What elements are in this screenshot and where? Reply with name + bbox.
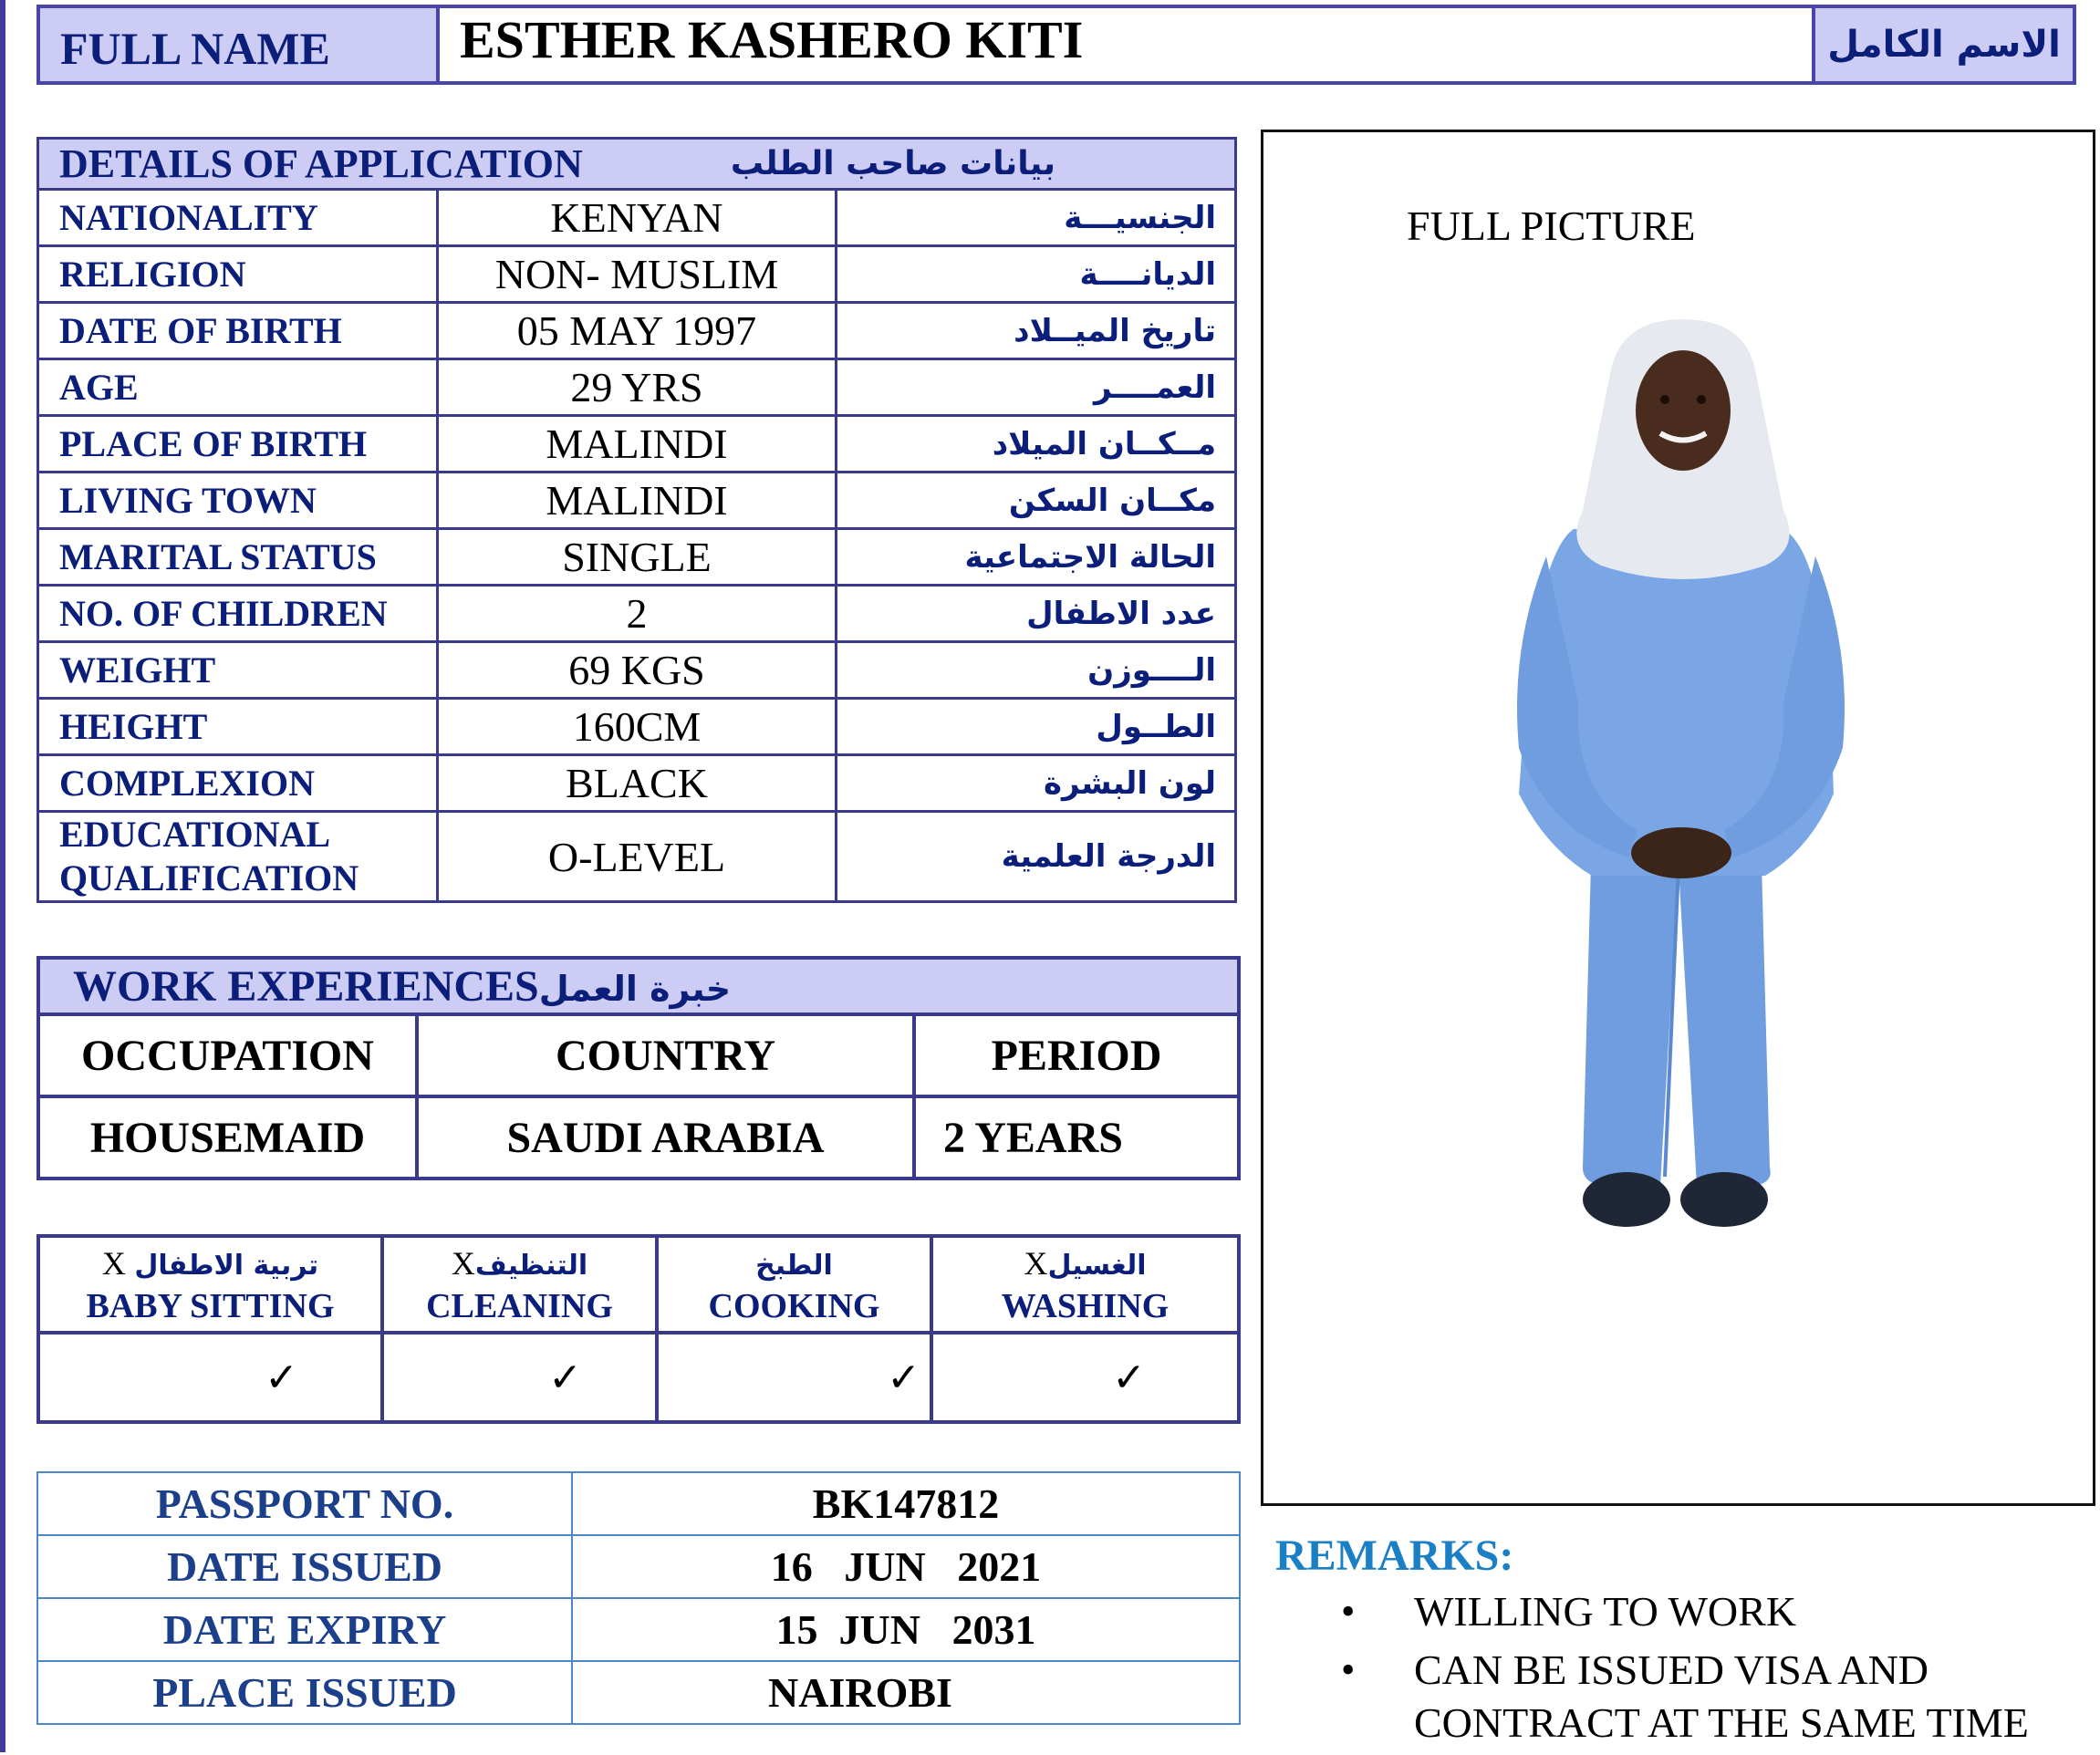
work-title: WORK EXPERIENCES — [73, 961, 539, 1011]
passport-row — [37, 1598, 1240, 1661]
skill-label: CLEANING — [426, 1286, 613, 1325]
work-col-period: PERIOD — [914, 1014, 1239, 1096]
row-label-ar: الحالة الاجتماعية — [837, 529, 1236, 586]
work-row — [38, 1096, 1239, 1179]
skill-x-mark: X — [1024, 1244, 1048, 1282]
skills-checks — [38, 1333, 1239, 1422]
details-table — [36, 137, 1237, 903]
row-label-ar: عدد الاطفال — [837, 586, 1236, 642]
row-value: 2 — [437, 586, 837, 642]
row-label-ar: الجنسيـــة — [837, 190, 1236, 246]
row-label: RELIGION — [38, 246, 438, 303]
full-name-label-ar: الاسم الكامل — [1812, 8, 2073, 81]
row-label-ar: الدرجة العلمية — [837, 812, 1236, 902]
details-row-education — [38, 812, 1236, 902]
row-label: MARITAL STATUS — [38, 529, 438, 586]
remark-item: • CAN BE ISSUED VISA AND CONTRACT AT THE SAME TIME — [1414, 1644, 2098, 1750]
left-border-bar — [0, 0, 5, 1752]
place-issued-label: PLACE ISSUED — [37, 1661, 572, 1724]
work-period: 2 YEARS — [914, 1096, 1239, 1179]
full-name-value: ESTHER KASHERO KITI — [460, 9, 1084, 69]
skills-labels — [38, 1236, 1239, 1333]
row-value: KENYAN — [437, 190, 837, 246]
date-issued-label: DATE ISSUED — [37, 1535, 572, 1598]
date-expiry-label: DATE EXPIRY — [37, 1598, 572, 1661]
row-label-ar: مكــان السكن — [837, 472, 1236, 529]
full-name-label: FULL NAME — [40, 8, 440, 81]
remarks-list — [1323, 1585, 2098, 1755]
place-issued-value: NAIROBI — [572, 1661, 1240, 1724]
skill-label: WASHING — [1001, 1286, 1170, 1325]
details-row-living-town — [38, 472, 1236, 529]
work-col-country: COUNTRY — [417, 1014, 914, 1096]
row-label-ar: الطــول — [837, 699, 1236, 755]
skill-washing — [931, 1236, 1239, 1333]
details-row-age — [38, 359, 1236, 416]
row-label: DATE OF BIRTH — [38, 303, 438, 359]
details-row-marital-status — [38, 529, 1236, 586]
checkmark-icon: ✓ — [38, 1333, 382, 1422]
work-header — [38, 958, 1239, 1014]
skill-baby-sitting — [38, 1236, 382, 1333]
row-label: WEIGHT — [38, 642, 438, 699]
details-row-place-of-birth — [38, 416, 1236, 472]
remark-item: • WILLING TO WORK — [1414, 1585, 2098, 1638]
details-title: DETAILS OF APPLICATION — [59, 141, 583, 186]
date-issued-value: 16 JUN 2021 — [572, 1535, 1240, 1598]
skill-label-ar: تربية الاطفال — [134, 1249, 319, 1282]
skill-cooking — [657, 1236, 931, 1333]
row-value: SINGLE — [437, 529, 837, 586]
passport-row — [37, 1535, 1240, 1598]
checkmark-icon: ✓ — [382, 1333, 657, 1422]
details-row-complexion — [38, 755, 1236, 812]
row-value: BLACK — [437, 755, 837, 812]
row-value: 05 MAY 1997 — [437, 303, 837, 359]
row-label-ar: الــــوزن — [837, 642, 1236, 699]
row-value: 69 KGS — [437, 642, 837, 699]
row-label: PLACE OF BIRTH — [38, 416, 438, 472]
row-label: LIVING TOWN — [38, 472, 438, 529]
remarks-title: REMARKS: — [1275, 1532, 1514, 1580]
skill-label-ar: التنظيف — [474, 1249, 588, 1282]
work-title-ar: خبرة العمل — [538, 968, 732, 1009]
row-label-ar: العمــــر — [837, 359, 1236, 416]
work-experience-table — [36, 956, 1237, 1180]
row-value: 160CM — [437, 699, 837, 755]
education-label-line1: EDUCATIONAL — [59, 814, 331, 855]
row-label: HEIGHT — [38, 699, 438, 755]
work-col-occupation: OCCUPATION — [38, 1014, 417, 1096]
details-row-religion — [38, 246, 1236, 303]
row-label-ar: لون البشرة — [837, 755, 1236, 812]
details-row-children — [38, 586, 1236, 642]
passport-row — [37, 1661, 1240, 1724]
details-row-height — [38, 699, 1236, 755]
skill-label: COOKING — [708, 1286, 880, 1325]
full-picture-caption: FULL PICTURE — [1407, 202, 1696, 249]
checkmark-icon: ✓ — [657, 1333, 931, 1422]
skill-cleaning — [382, 1236, 657, 1333]
skill-label-ar: الطبخ — [755, 1249, 833, 1282]
row-label: COMPLEXION — [38, 755, 438, 812]
details-title-ar: بيانات صاحب الطلب — [730, 145, 1055, 182]
date-expiry-value: 15 JUN 2031 — [572, 1598, 1240, 1661]
skill-label-ar: الغسيل — [1047, 1249, 1147, 1282]
skill-x-mark: X — [451, 1244, 475, 1282]
details-row-nationality — [38, 190, 1236, 246]
skill-x-mark: X — [101, 1244, 126, 1282]
passport-no-value: BK147812 — [572, 1472, 1240, 1535]
row-value: O-LEVEL — [437, 812, 837, 902]
row-label-ar: تاريخ الميــلاد — [837, 303, 1236, 359]
row-value: MALINDI — [437, 472, 837, 529]
work-occupation: HOUSEMAID — [38, 1096, 417, 1179]
row-value: 29 YRS — [437, 359, 837, 416]
full-picture-box — [1261, 130, 2095, 1506]
passport-row — [37, 1472, 1240, 1535]
row-value: NON- MUSLIM — [437, 246, 837, 303]
person-photo — [1510, 319, 1856, 1277]
row-label: NO. OF CHILDREN — [38, 586, 438, 642]
full-name-bar — [36, 5, 2076, 85]
row-label — [38, 812, 438, 902]
passport-no-label: PASSPORT NO. — [37, 1472, 572, 1535]
work-columns — [38, 1014, 1239, 1096]
row-label: AGE — [38, 359, 438, 416]
details-row-weight — [38, 642, 1236, 699]
row-label: NATIONALITY — [38, 190, 438, 246]
details-header — [38, 139, 1236, 190]
row-label-ar: الديانــــة — [837, 246, 1236, 303]
education-label-line2: QUALIFICATION — [59, 857, 359, 898]
passport-table — [36, 1471, 1241, 1725]
details-row-date-of-birth — [38, 303, 1236, 359]
skill-label: BABY SITTING — [86, 1286, 335, 1325]
row-label-ar: مــكــان الميلاد — [837, 416, 1236, 472]
work-country: SAUDI ARABIA — [417, 1096, 914, 1179]
row-value: MALINDI — [437, 416, 837, 472]
checkmark-icon: ✓ — [931, 1333, 1239, 1422]
skills-table — [36, 1234, 1237, 1424]
